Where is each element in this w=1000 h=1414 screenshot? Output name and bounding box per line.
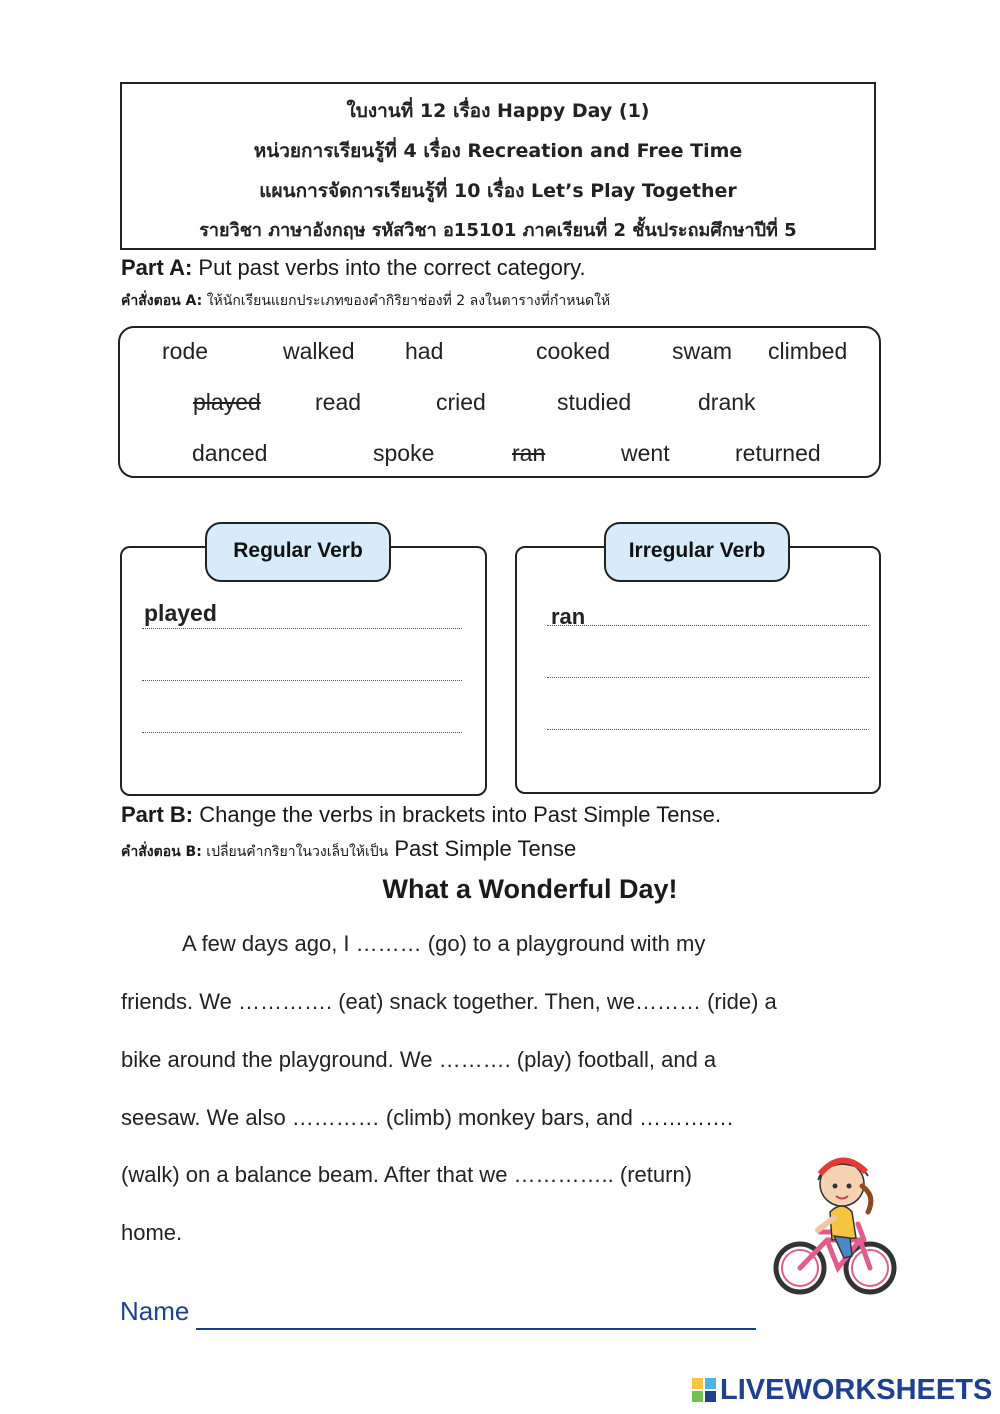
story-line-2[interactable]: friends. We …………. (eat) snack together. Then, we……… (ride) a (121, 989, 777, 1014)
part-a-text: Put past verbs into the correct category. (192, 255, 586, 280)
name-label: Name (120, 1296, 190, 1326)
part-a-label: Part A: (121, 255, 193, 280)
part-b-thai-label: คำสั่งตอน B: (121, 844, 202, 860)
story-line-5[interactable]: (walk) on a balance beam. After that we ………….. (return) (121, 1162, 693, 1187)
part-b-text: Change the verbs in brackets into Past Simple Tense. (193, 802, 722, 827)
word-item[interactable]: cooked (536, 338, 611, 364)
word-item[interactable]: had (405, 338, 444, 364)
word-item[interactable]: studied (557, 389, 632, 415)
word-item-used[interactable]: ran (512, 440, 546, 466)
regular-verb-box[interactable] (120, 546, 487, 796)
word-item[interactable]: drank (698, 389, 756, 415)
irregular-verb-label: Irregular Verb (604, 522, 790, 582)
word-item[interactable]: went (621, 440, 670, 466)
irregular-verb-box[interactable] (515, 546, 881, 794)
story-title: What a Wonderful Day! (382, 874, 678, 904)
word-item[interactable]: spoke (373, 440, 435, 466)
regular-verb-label: Regular Verb (205, 522, 391, 582)
answer-line[interactable] (547, 625, 869, 626)
word-item-used[interactable]: played (193, 389, 261, 415)
word-item[interactable]: swam (672, 338, 733, 364)
word-bank (118, 326, 881, 478)
answer-line[interactable] (142, 628, 462, 629)
word-item[interactable]: danced (192, 440, 268, 466)
part-b-title (121, 802, 721, 828)
part-a-thai-label: คำสั่งตอน A: (121, 293, 203, 309)
part-b-thai-instruction (121, 836, 576, 863)
story-line-6: home. (121, 1220, 183, 1245)
answer-line[interactable] (142, 732, 462, 733)
part-b-thai-tail: Past Simple Tense (388, 836, 577, 861)
regular-answer: played (144, 600, 217, 626)
part-b-thai-text: เปลี่ยนคำกริยาในวงเล็บให้เป็น (201, 844, 389, 860)
worksheet-header (120, 82, 876, 250)
part-b-label: Part B: (121, 802, 194, 827)
header-line-4: รายวิชา ภาษาอังกฤษ รหัสวิชา อ15101 ภาคเรียนที่ 2 ชั้นประถมศึกษาปีที่ 5 (199, 220, 797, 241)
part-a-thai-text: ให้นักเรียนแยกประเภทของคำกิริยาช่องที่ 2 ลงในตารางที่กำหนดให้ (202, 293, 611, 309)
story-line-3[interactable]: bike around the playground. We ………. (play) football, and a (121, 1047, 717, 1072)
header-line-3: แผนการจัดการเรียนรู้ที่ 10 เรื่อง Let’s Play Together (259, 180, 737, 202)
word-item[interactable]: returned (735, 440, 821, 466)
part-a-title (121, 255, 586, 281)
header-line-1: ใบงานที่ 12 เรื่อง Happy Day (1) (346, 100, 650, 122)
answer-line[interactable] (142, 680, 462, 681)
word-item[interactable]: walked (283, 338, 355, 364)
logo-square-icon (692, 1378, 703, 1389)
story-line-1[interactable]: A few days ago, I ……… (go) to a playground with my (182, 931, 706, 956)
logo-square-icon (705, 1391, 716, 1402)
word-item[interactable]: read (315, 389, 362, 415)
answer-line[interactable] (547, 729, 869, 730)
story-line-4[interactable]: seesaw. We also ………… (climb) monkey bars, and …………. (121, 1105, 734, 1130)
header-line-2: หน่วยการเรียนรู้ที่ 4 เรื่อง Recreation and Free Time (253, 140, 743, 162)
irregular-answer: ran (551, 604, 586, 629)
logo-text: LIVEWORKSHEETS (720, 1374, 993, 1406)
name-input-line[interactable] (196, 1328, 756, 1330)
part-a-thai-instruction (121, 290, 610, 312)
word-item[interactable]: rode (162, 338, 209, 364)
word-item[interactable]: cried (436, 389, 486, 415)
logo-square-icon (692, 1391, 703, 1402)
answer-line[interactable] (547, 677, 869, 678)
girl-on-bike-illustration (772, 1140, 898, 1298)
logo-square-icon (705, 1378, 716, 1389)
word-item[interactable]: climbed (768, 338, 848, 364)
